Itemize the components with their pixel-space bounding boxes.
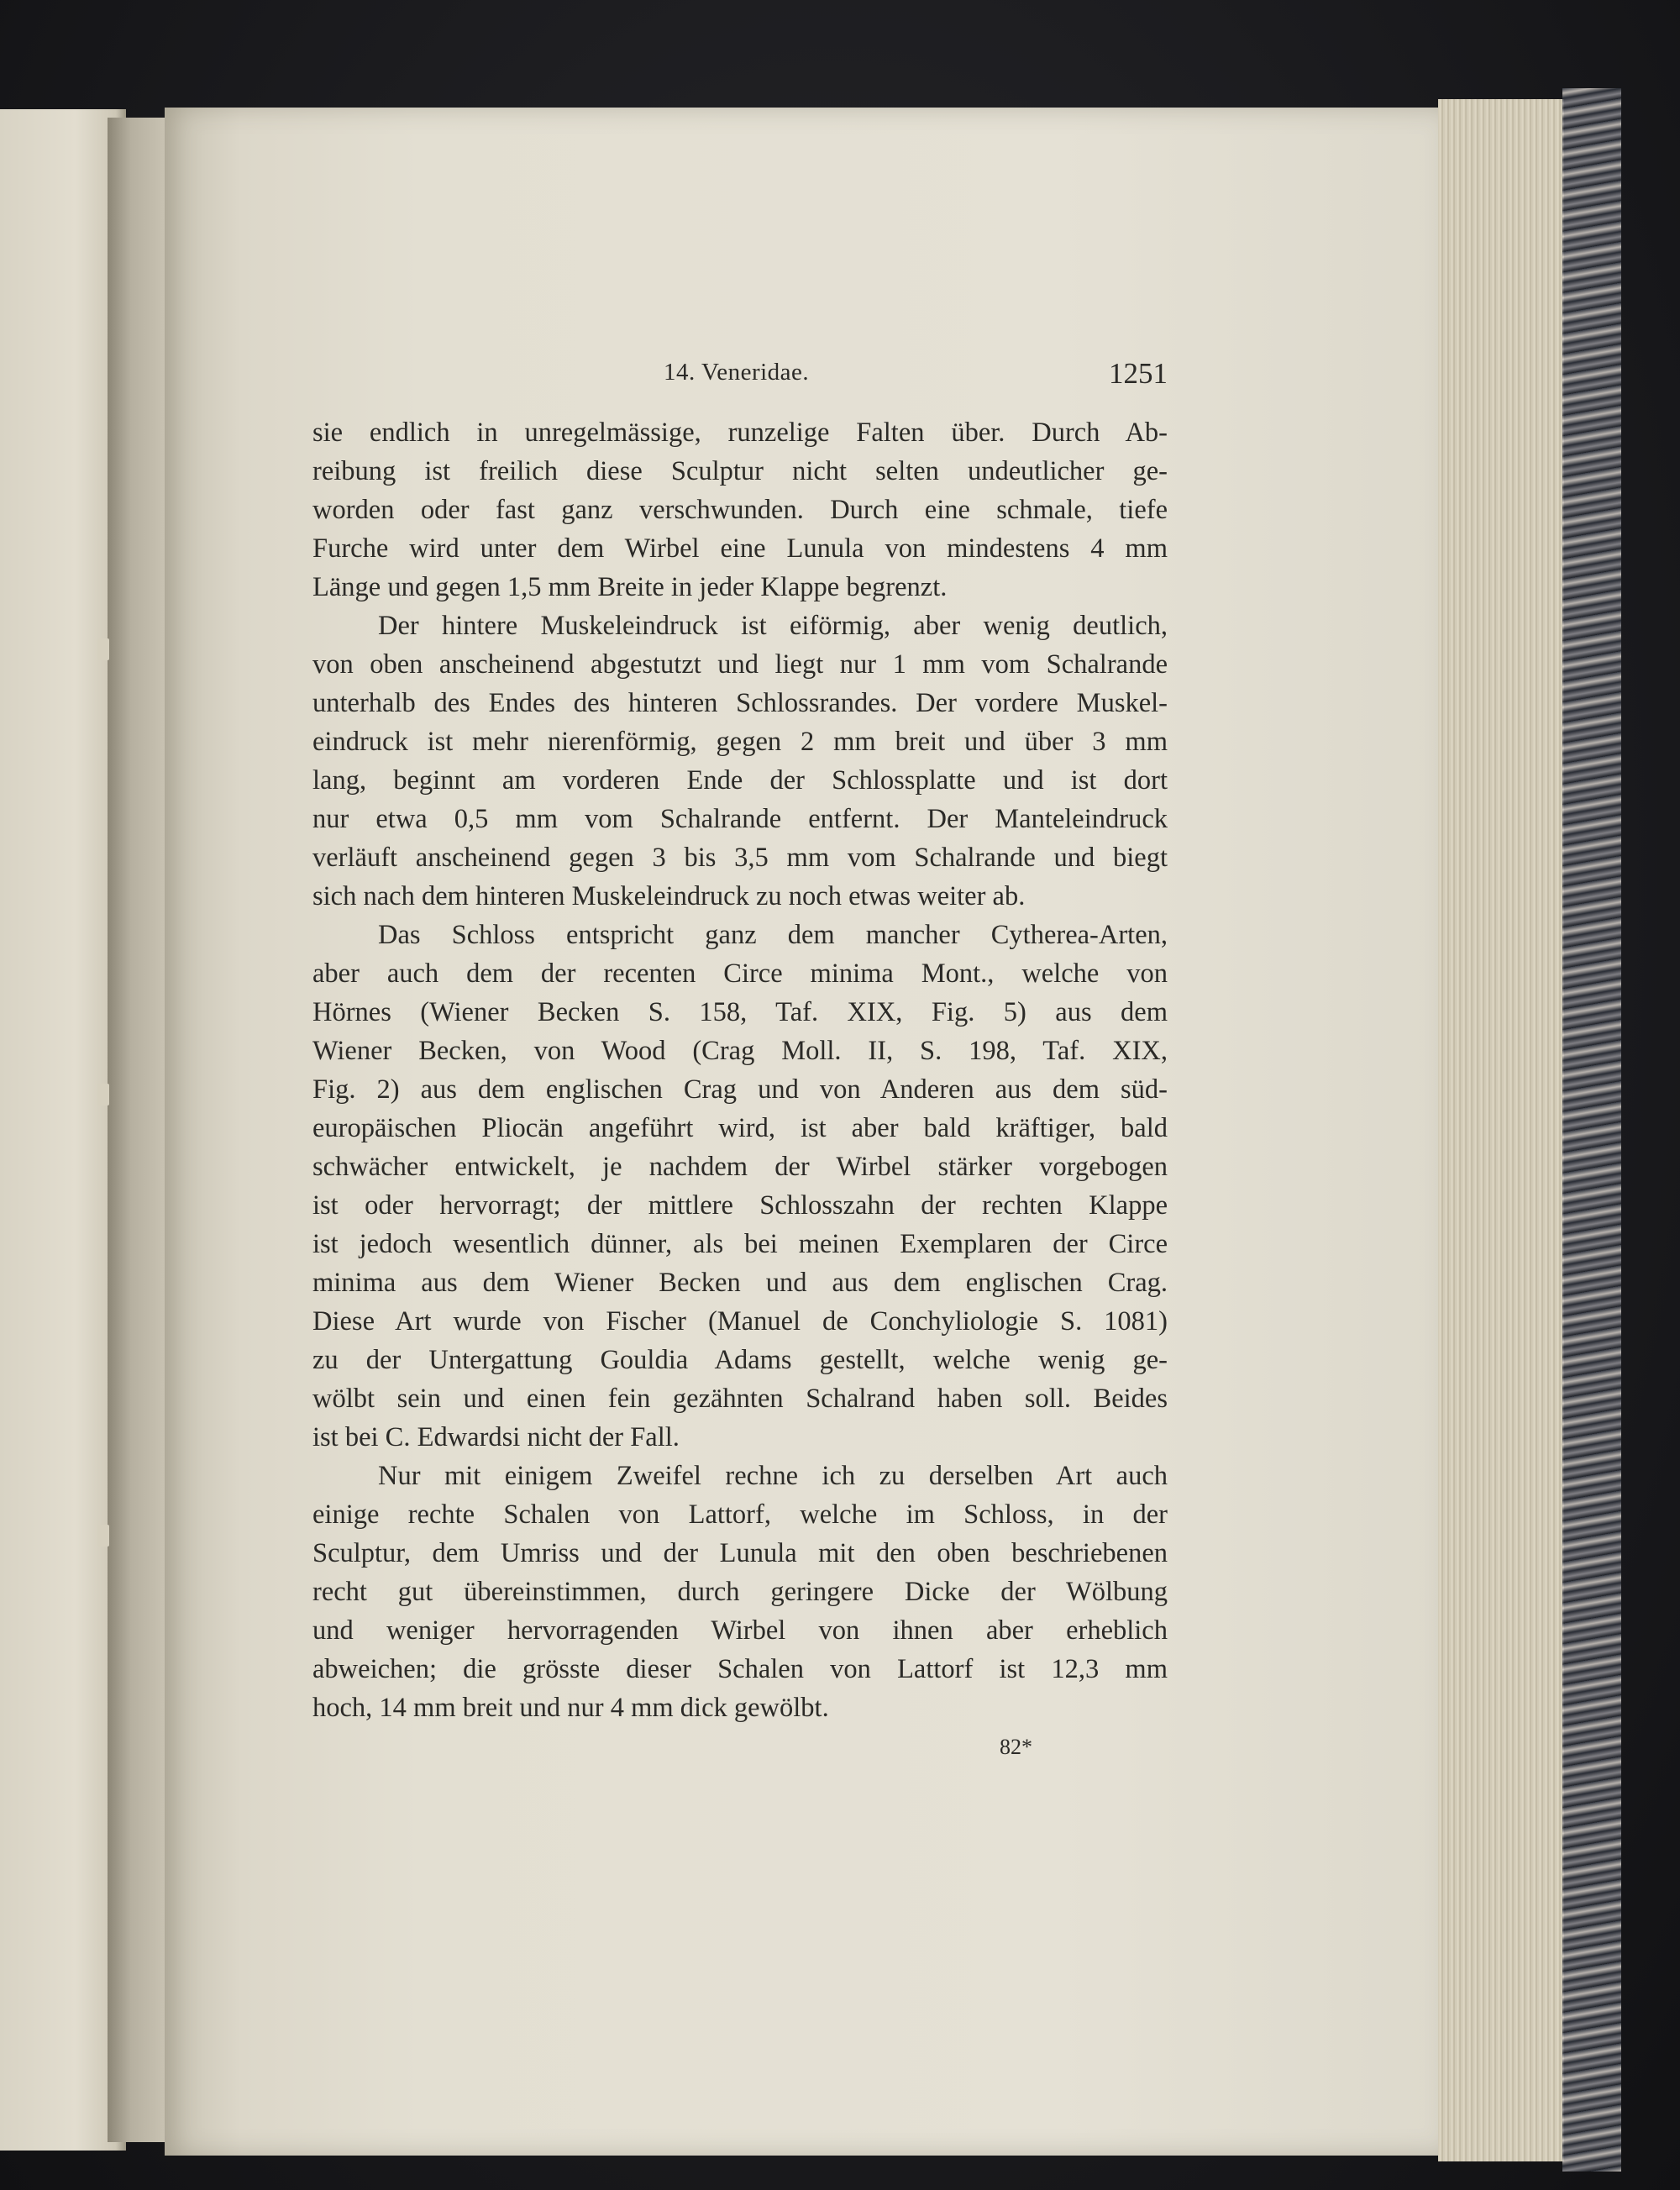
- text-line: Länge und gegen 1,5 mm Breite in jeder Klappe begrenzt.: [312, 572, 948, 602]
- text-line: von oben anscheinend abgestutzt und liegt nur 1 mm vom Schalrande: [312, 649, 1168, 680]
- text-line: ist oder hervorragt; der mittlere Schlosszahn der rechten Klappe: [312, 1190, 1168, 1221]
- text-line: sich nach dem hinteren Muskeleindruck zu noch etwas weiter ab.: [312, 881, 1026, 911]
- text-line: abweichen; die grösste dieser Schalen von Lattorf ist 12,3 mm: [312, 1654, 1168, 1684]
- body-text: [312, 413, 1168, 1727]
- text-line: Das Schloss entspricht ganz dem mancher Cytherea-Arten,: [378, 920, 1168, 950]
- text-line: einige rechte Schalen von Lattorf, welche im Schloss, in der: [312, 1499, 1168, 1530]
- text-line: reibung ist freilich diese Sculptur nicht selten undeutlicher ge-: [312, 456, 1168, 486]
- text-line: lang, beginnt am vorderen Ende der Schlossplatte und ist dort: [312, 765, 1168, 796]
- text-line: minima aus dem Wiener Becken und aus dem englischen Crag.: [312, 1268, 1168, 1298]
- section-title: 14. Veneridae.: [664, 359, 810, 386]
- text-line: Wiener Becken, von Wood (Crag Moll. II, S. 198, Taf. XIX,: [312, 1036, 1168, 1066]
- paragraph: [312, 1457, 1168, 1727]
- page-tab: [97, 1084, 109, 1106]
- page-tab: [97, 638, 109, 660]
- text-line: aber auch dem der recenten Circe minima Mont., welche von: [312, 958, 1168, 989]
- text-line: Hörnes (Wiener Becken S. 158, Taf. XIX, Fig. 5) aus dem: [312, 997, 1168, 1027]
- text-line: unterhalb des Endes des hinteren Schlossrandes. Der vordere Muskel-: [312, 688, 1168, 718]
- text-line: worden oder fast ganz verschwunden. Durch eine schmale, tiefe: [312, 495, 1168, 525]
- text-line: Fig. 2) aus dem englischen Crag und von Anderen aus dem süd-: [312, 1074, 1168, 1105]
- page-tab: [97, 1525, 109, 1547]
- paragraph: [312, 916, 1168, 1457]
- text-line: Diese Art wurde von Fischer (Manuel de Conchyliologie S. 1081): [312, 1306, 1168, 1337]
- text-line: verläuft anscheinend gegen 3 bis 3,5 mm vom Schalrande und biegt: [312, 843, 1168, 873]
- running-head: [311, 357, 1168, 399]
- paragraph: [312, 607, 1168, 916]
- text-line: Nur mit einigem Zweifel rechne ich zu derselben Art auch: [378, 1461, 1168, 1491]
- text-line: nur etwa 0,5 mm vom Schalrande entfernt. Der Manteleindruck: [312, 804, 1168, 834]
- text-line: Sculptur, dem Umriss und der Lunula mit den oben beschriebenen: [312, 1538, 1168, 1568]
- text-line: Furche wird unter dem Wirbel eine Lunula von mindestens 4 mm: [312, 533, 1168, 564]
- text-line: sie endlich in unregelmässige, runzelige Falten über. Durch Ab-: [312, 418, 1168, 448]
- text-line: hoch, 14 mm breit und nur 4 mm dick gewölbt.: [312, 1693, 829, 1723]
- signature-mark: 82*: [1000, 1735, 1032, 1759]
- text-line: wölbt sein und einen fein gezähnten Schalrand haben soll. Beides: [312, 1384, 1168, 1414]
- text-line: und weniger hervorragenden Wirbel von ihnen aber erheblich: [312, 1615, 1168, 1646]
- text-line: zu der Untergattung Gouldia Adams gestellt, welche wenig ge-: [312, 1345, 1168, 1375]
- text-line: recht gut übereinstimmen, durch geringere Dicke der Wölbung: [312, 1577, 1168, 1607]
- text-line: ist jedoch wesentlich dünner, als bei meinen Exemplaren der Circe: [312, 1229, 1168, 1259]
- page-number: 1251: [1109, 357, 1168, 390]
- text-line: europäischen Pliocän angeführt wird, ist aber bald kräftiger, bald: [312, 1113, 1168, 1143]
- text-line: eindruck ist mehr nierenförmig, gegen 2 mm breit und über 3 mm: [312, 727, 1168, 757]
- text-line: ist bei C. Edwardsi nicht der Fall.: [312, 1422, 680, 1452]
- paragraph: [312, 413, 1168, 607]
- text-line: Der hintere Muskeleindruck ist eiförmig, aber wenig deutlich,: [378, 611, 1168, 641]
- book-cover-edge: [1562, 88, 1621, 2172]
- page-edges: [1438, 99, 1564, 2161]
- text-line: schwächer entwickelt, je nachdem der Wirbel stärker vorgebogen: [312, 1152, 1168, 1182]
- book-gutter: [108, 118, 166, 2142]
